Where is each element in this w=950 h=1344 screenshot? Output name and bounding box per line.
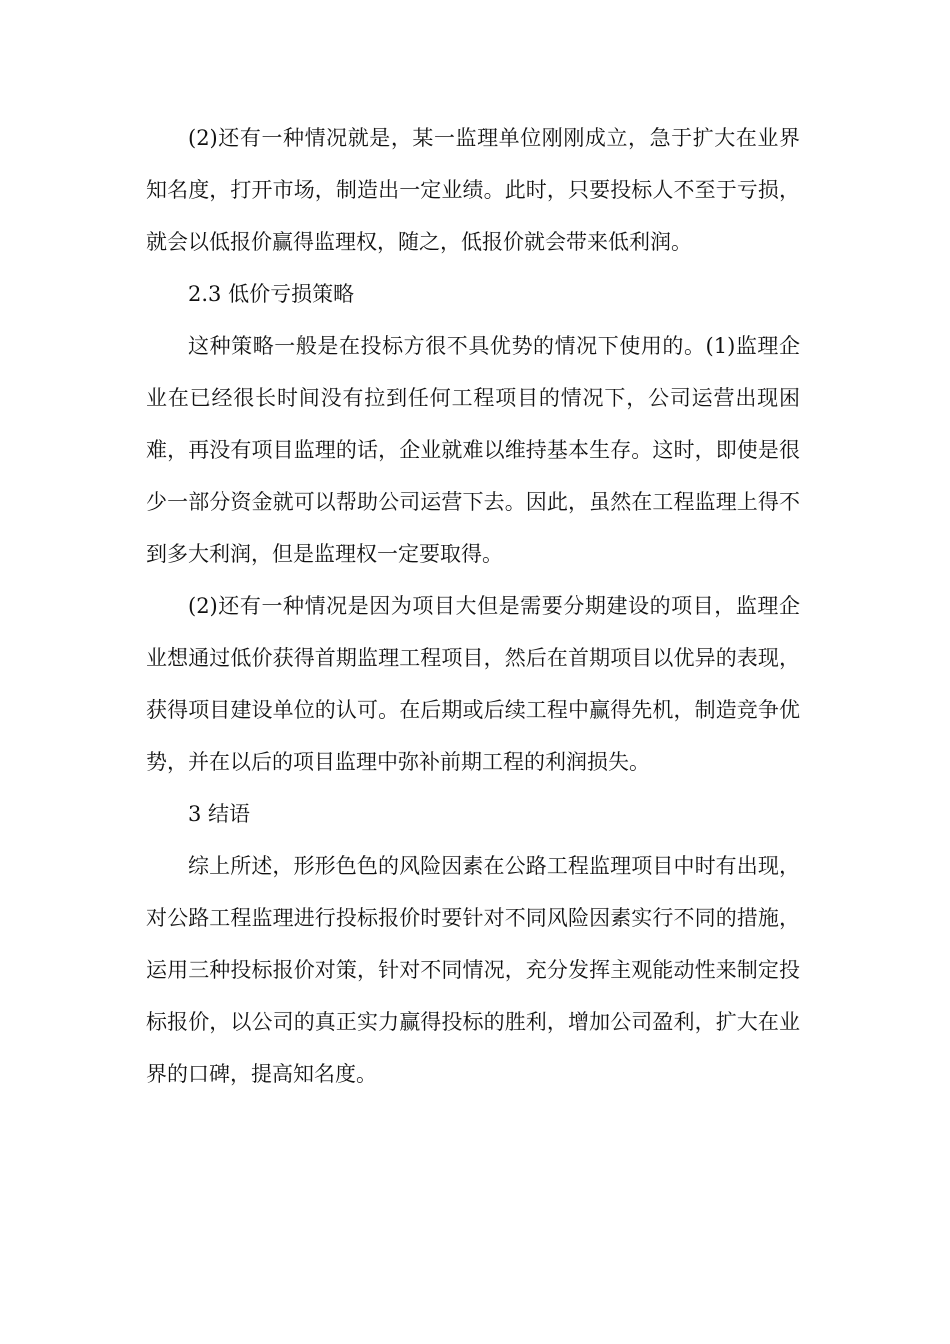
paragraph-phased-project: (2)还有一种情况是因为项目大但是需要分期建设的项目，监理企业想通过低价获得首期监理工程项目，然后在首期项目以优异的表现，获得项目建设单位的认可。在后期或后续工程中赢得先机，制造竞争优势，并在以后的项目监理中弥补前期工程的利润损失。 xyxy=(146,594,800,774)
section-heading-low-price-loss-strategy: 2.3 低价亏损策略 xyxy=(188,282,355,306)
paragraph-strategy-disadvantage: 这种策略一般是在投标方很不具优势的情况下使用的。(1)监理企业在已经很长时间没有拉到任何工程项目的情况下，公司运营出现困难，再没有项目监理的话，企业就难以维持基本生存。这时，即使是很少一部分资金就可以帮助公司运营下去。因此，虽然在工程监理上得不到多大利润，但是监理权一定要取得。 xyxy=(146,334,800,566)
paragraph-low-bid-new-company: (2)还有一种情况就是，某一监理单位刚刚成立，急于扩大在业界知名度，打开市场，制造出一定业绩。此时，只要投标人不至于亏损，就会以低报价赢得监理权，随之，低报价就会带来低利润。 xyxy=(146,126,800,254)
paragraph-conclusion: 综上所述，形形色色的风险因素在公路工程监理项目中时有出现，对公路工程监理进行投标报价时要针对不同风险因素实行不同的措施，运用三种投标报价对策，针对不同情况，充分发挥主观能动性来制定投标报价，以公司的真正实力赢得投标的胜利，增加公司盈利，扩大在业界的口碑，提高知名度。 xyxy=(146,854,800,1086)
section-heading-conclusion: 3 结语 xyxy=(188,802,251,826)
document-body xyxy=(146,112,800,1100)
